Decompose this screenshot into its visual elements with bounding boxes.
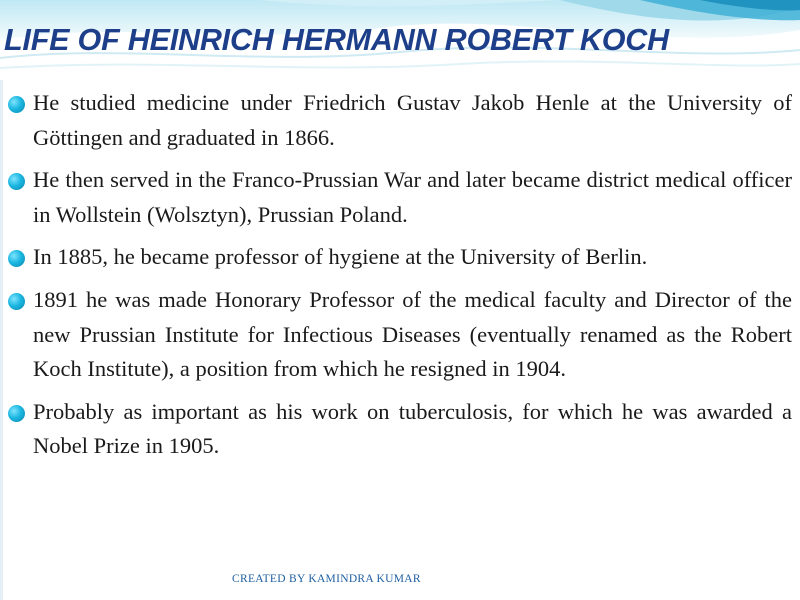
bullet-icon xyxy=(8,173,25,190)
slide-title: LIFE OF HEINRICH HERMANN ROBERT KOCH xyxy=(4,23,669,57)
bullet-item xyxy=(8,395,792,464)
bullet-icon xyxy=(8,250,25,267)
bullet-text: He then served in the Franco-Prussian War and later became district medical officer in Wollstein (Wolsztyn), Prussian Poland. xyxy=(33,167,792,227)
bullet-text: Probably as important as his work on tuberculosis, for which he was awarded a Nobel Prize in 1905. xyxy=(33,398,792,459)
bullet-item xyxy=(8,240,792,275)
bullet-text: In 1885, he became professor of hygiene at the University of Berlin. xyxy=(33,244,648,270)
bullet-item xyxy=(8,283,792,387)
bullet-text: He studied medicine under Friedrich Gustav Jakob Henle at the University of Göttingen and graduated in 1866. xyxy=(33,90,792,150)
bullet-icon xyxy=(8,96,25,113)
bullet-item xyxy=(8,163,792,232)
bullet-icon xyxy=(8,405,25,422)
bullet-item xyxy=(8,86,792,155)
footer-credit: CREATED BY KAMINDRA KUMAR xyxy=(232,573,421,585)
bullet-icon xyxy=(8,293,25,310)
bullet-list xyxy=(8,86,792,472)
left-edge-rule xyxy=(0,80,3,600)
bullet-text: 1891 he was made Honorary Professor of the medical faculty and Director of the new Prussian Institute for Infectious Diseases (eventually renamed as the Robert Koch Institute), a position from which he resigned in 1904. xyxy=(33,286,792,382)
